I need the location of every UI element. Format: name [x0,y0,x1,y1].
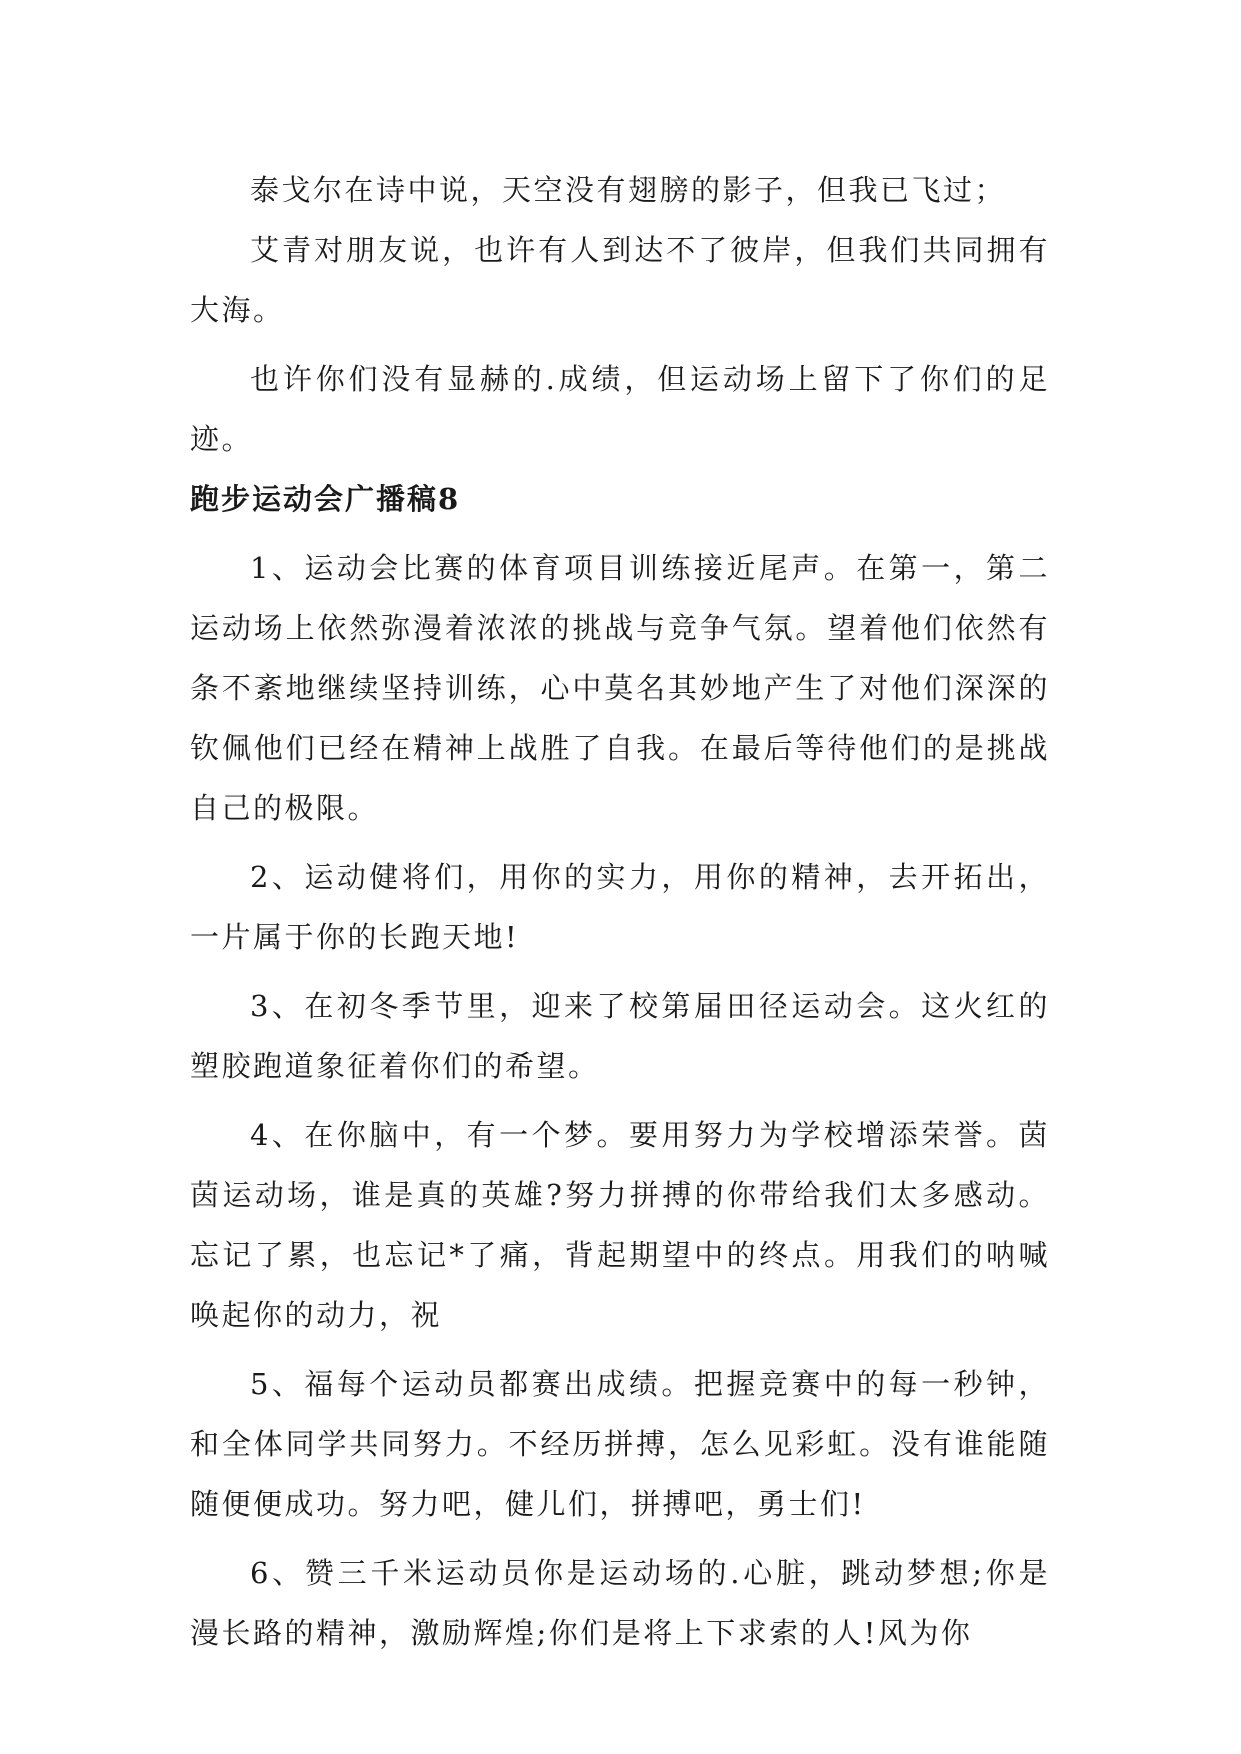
paragraph-tagore: 泰戈尔在诗中说，天空没有翅膀的影子，但我已飞过； [250,173,1007,207]
list-item-2: 2、运动健将们，用你的实力，用你的精神，去开拓出，一片属于你的长跑天地! [190,860,1050,954]
section-heading: 跑步运动会广播稿8 [190,482,461,516]
paragraph-footprints: 也许你们没有显赫的.成绩，但运动场上留下了你们的足迹。 [190,362,1050,456]
paragraph-aiqing: 艾青对朋友说，也许有人到达不了彼岸，但我们共同拥有大海。 [190,233,1050,327]
list-item-5: 5、福每个运动员都赛出成绩。把握竞赛中的每一秒钟，和全体同学共同努力。不经历拼搏，怎么见彩虹。没有谁能随随便便成功。努力吧，健儿们，拼搏吧，勇士们! [190,1367,1050,1521]
document-body [190,160,1050,1663]
list-item-1: 1、运动会比赛的体育项目训练接近尾声。在第一，第二运动场上依然弥漫着浓浓的挑战与竞争气氛。望着他们依然有条不紊地继续坚持训练，心中莫名其妙地产生了对他们深深的钦佩他们已经在精神上战胜了自我。在最后等待他们的是挑战自己的极限。 [190,551,1050,825]
list-item-3: 3、在初冬季节里，迎来了校第届田径运动会。这火红的塑胶跑道象征着你们的希望。 [190,989,1050,1083]
list-item-4: 4、在你脑中，有一个梦。要用努力为学校增添荣誉。茵茵运动场，谁是真的英雄?努力拼搏的你带给我们太多感动。忘记了累，也忘记*了痛，背起期望中的终点。用我们的呐喊唤起你的动力，祝 [190,1118,1050,1332]
list-item-6: 6、赞三千米运动员你是运动场的.心脏，跳动梦想;你是漫长路的精神，激励辉煌;你们是将上下求索的人!风为你 [190,1556,1050,1650]
